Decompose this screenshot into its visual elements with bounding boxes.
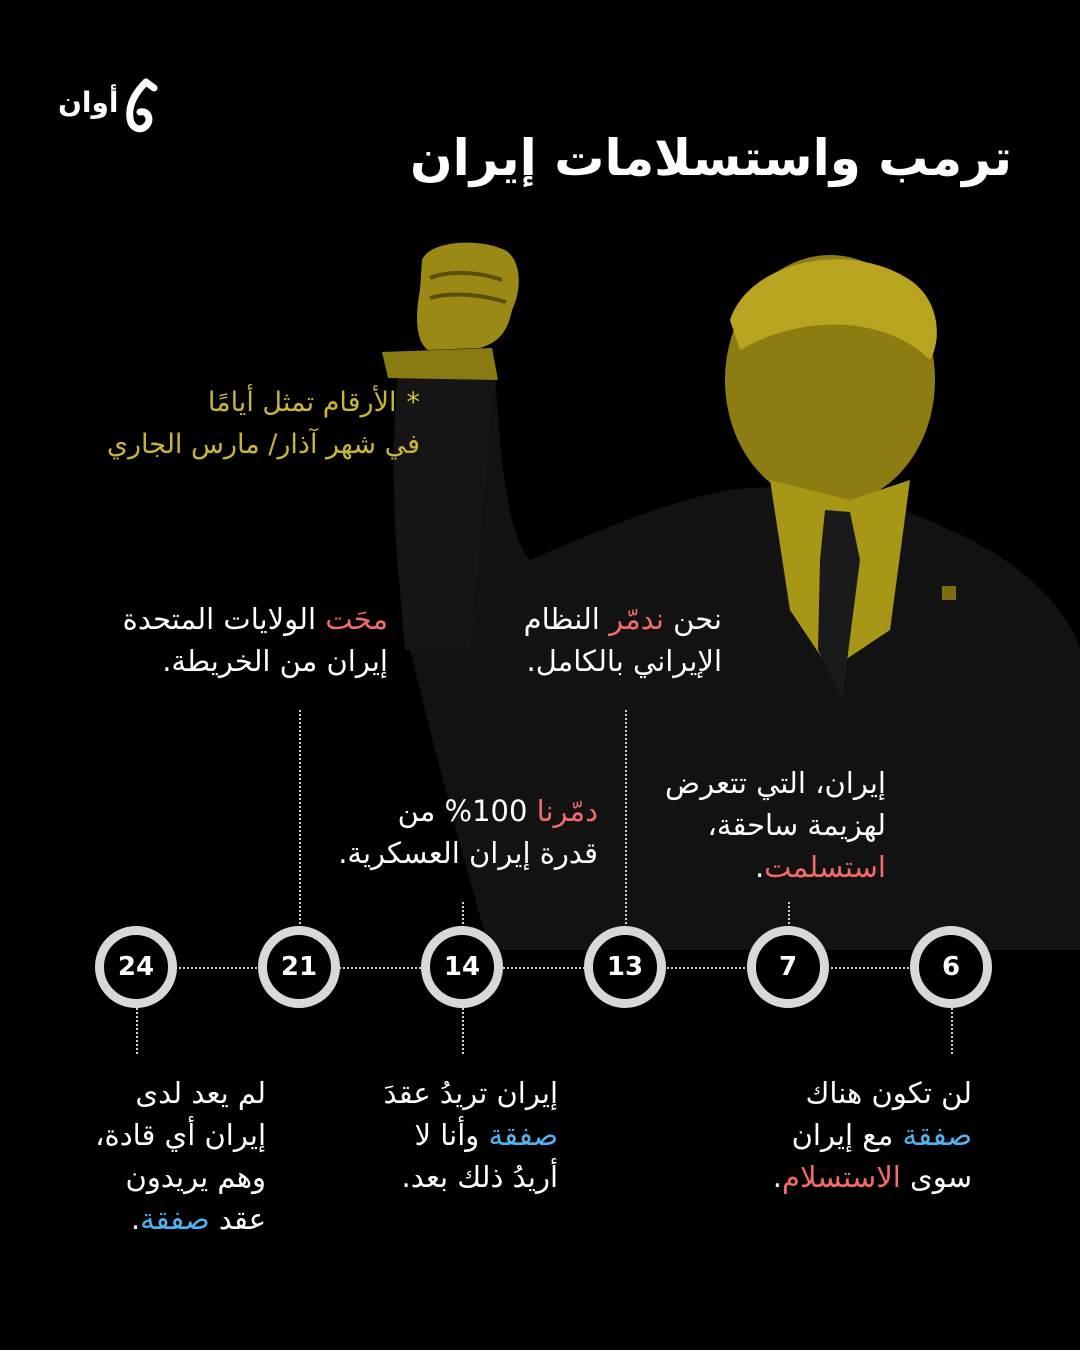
timeline-node-day-7: 7 xyxy=(747,926,829,1008)
quote-day-14-top xyxy=(278,790,598,874)
quote-6-line-3: سوى الاستسلام. xyxy=(772,1160,972,1195)
quote-14a-line-2: قدرة إيران العسكرية. xyxy=(338,836,598,871)
connector-6-down xyxy=(951,1004,953,1054)
page-title: ترمب واستسلامات إيران xyxy=(409,129,1012,187)
timeline-node-day-21: 21 xyxy=(258,926,340,1008)
brand-logo-mark-icon xyxy=(116,78,160,142)
timeline-node-day-24: 24 xyxy=(95,926,177,1008)
quote-24-line-3: وهم يريدون xyxy=(125,1160,266,1195)
quote-day-6 xyxy=(682,1072,972,1198)
quote-6-line-2: صفقة مع إيران xyxy=(791,1118,972,1153)
quote-13-line-1: نحن ندمّر النظام xyxy=(523,602,722,636)
connector-14-down xyxy=(462,1004,464,1054)
quote-14b-line-2: صفقة وأنا لا xyxy=(414,1118,558,1153)
timeline-node-day-6: 6 xyxy=(910,926,992,1008)
quote-day-13 xyxy=(402,598,722,682)
timeline-node-day-13: 13 xyxy=(584,926,666,1008)
quote-14b-line-3: أريدُ ذلك بعد. xyxy=(401,1160,558,1195)
brand-logo xyxy=(58,78,168,142)
quote-21-line-2: إيران من الخريطة. xyxy=(162,644,388,679)
quote-day-21 xyxy=(48,598,388,682)
quote-day-7 xyxy=(586,762,886,888)
connector-21-up xyxy=(299,710,301,932)
connector-24-down xyxy=(136,1004,138,1054)
quote-21-line-1: محَت الولايات المتحدة xyxy=(122,602,388,636)
timeline-node-day-14: 14 xyxy=(421,926,503,1008)
quote-24-line-4: عقد صفقة. xyxy=(130,1202,266,1237)
brand-logo-text: أوان xyxy=(58,86,119,119)
quote-7-line-1: إيران، التي تتعرض xyxy=(665,766,886,800)
note-line-1-text: الأرقام تمثل أيامًا xyxy=(207,387,397,418)
quote-7-line-2: لهزيمة ساحقة، xyxy=(707,808,886,843)
quote-day-24 xyxy=(26,1072,266,1240)
quote-14b-line-1: إيران تريدُ عقدَ xyxy=(383,1076,558,1110)
quote-24-line-1: لم يعد لدى xyxy=(135,1076,266,1110)
quote-14a-line-1: دمّرنا 100% من xyxy=(397,794,598,828)
quote-13-line-2: الإيراني بالكامل. xyxy=(526,644,722,679)
note-line-1 xyxy=(60,382,420,424)
days-note xyxy=(60,382,420,466)
connector-13-up xyxy=(625,710,627,932)
quote-7-line-3: استسلمت. xyxy=(754,850,886,885)
quote-24-line-2: إيران أي قادة، xyxy=(95,1118,266,1153)
quote-6-line-1: لن تكون هناك xyxy=(805,1076,972,1110)
quote-day-14-bottom xyxy=(278,1072,558,1198)
note-line-2: في شهر آذار/ مارس الجاري xyxy=(106,428,420,460)
note-asterisk: * xyxy=(406,387,420,418)
